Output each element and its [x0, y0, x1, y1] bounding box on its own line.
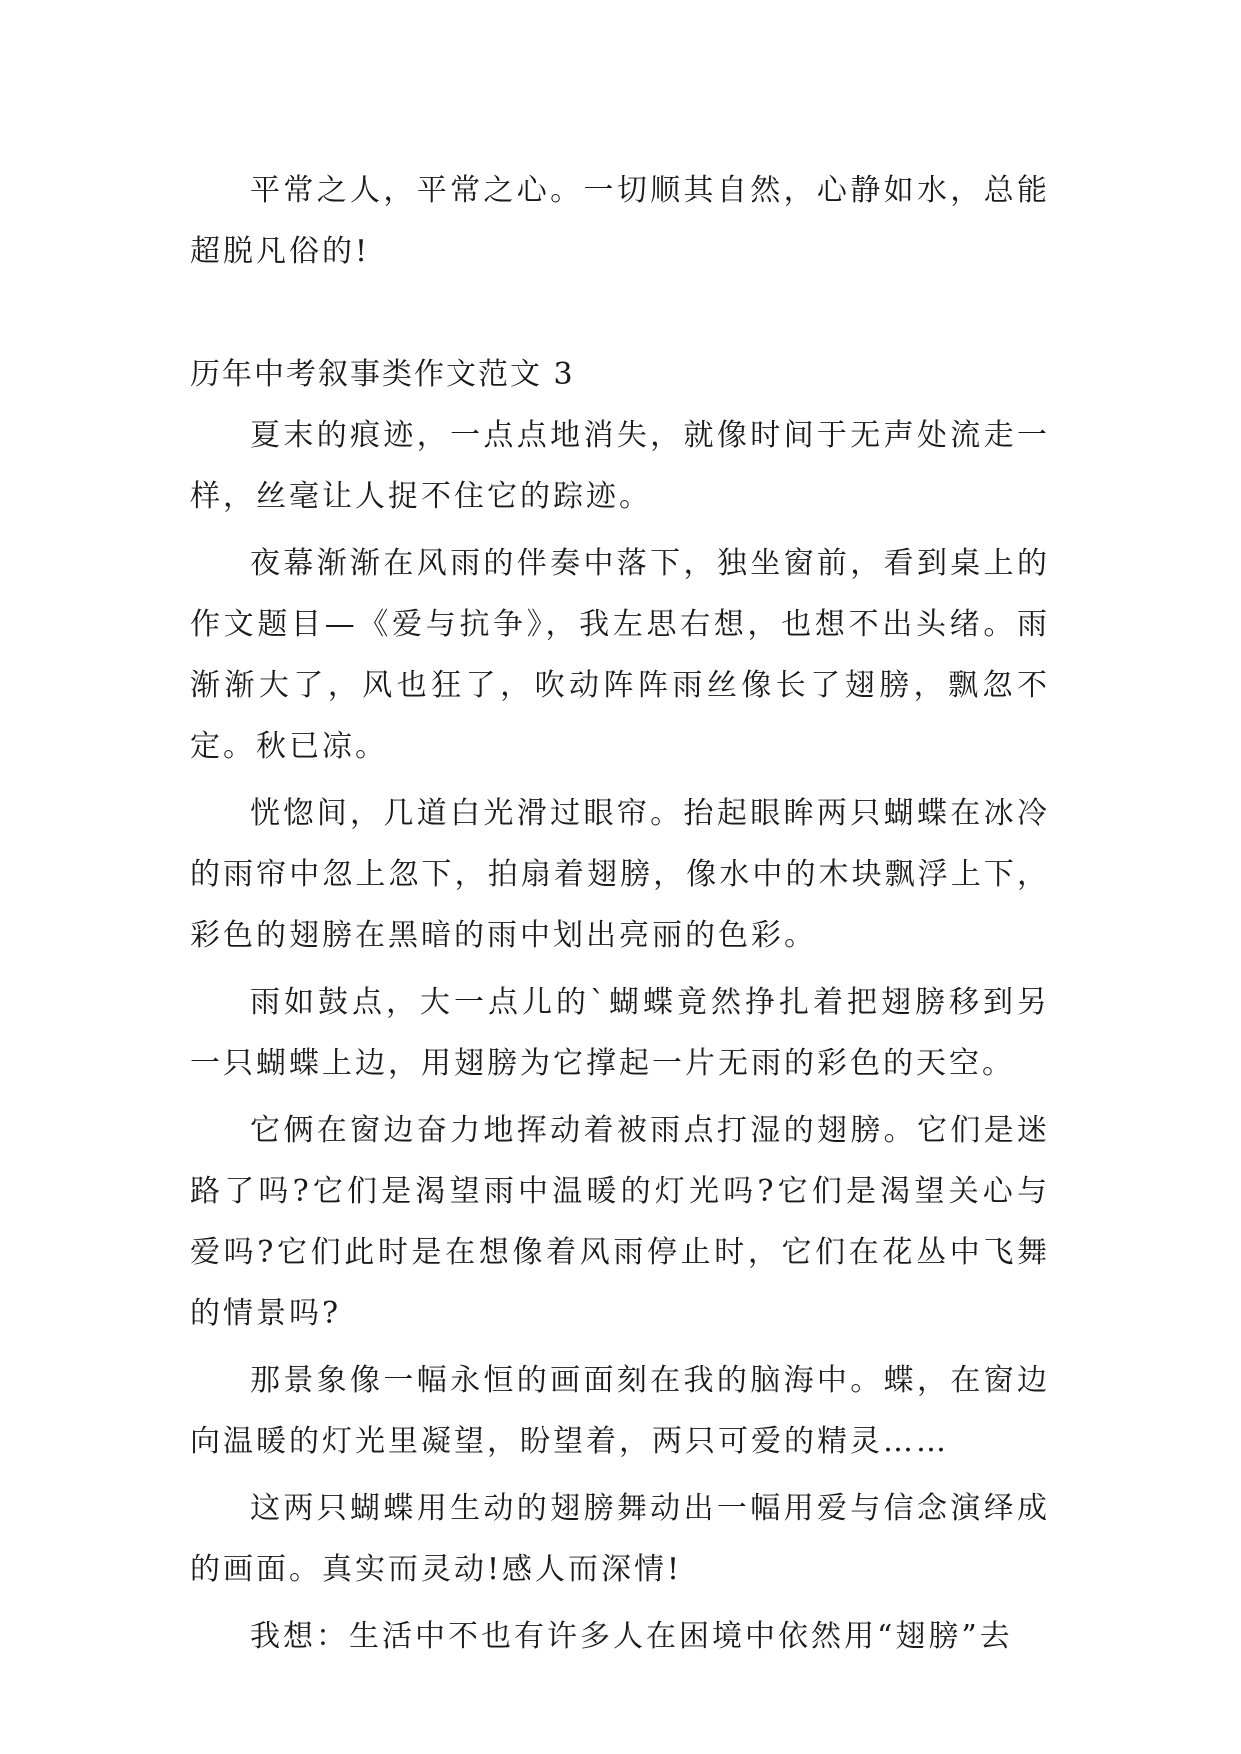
- essay-paragraph: 恍惚间，几道白光滑过眼帘。抬起眼眸两只蝴蝶在冰冷的雨帘中忽上忽下，拍扇着翅膀，像水中的木块飘浮上下，彩色的翅膀在黑暗的雨中划出亮丽的色彩。: [190, 796, 1050, 953]
- essay-paragraph: 它俩在窗边奋力地挥动着被雨点打湿的翅膀。它们是迷路了吗?它们是渴望雨中温暖的灯光吗?它们是渴望关心与爱吗?它们此时是在想像着风雨停止时，它们在花丛中飞舞的情景吗?: [190, 1113, 1050, 1331]
- section-title: 历年中考叙事类作文范文 3: [190, 357, 575, 392]
- essay-paragraph: 雨如鼓点，大一点儿的`蝴蝶竟然挣扎着把翅膀移到另一只蝴蝶上边，用翅膀为它撑起一片无雨的彩色的天空。: [190, 985, 1050, 1081]
- essay-paragraph: 这两只蝴蝶用生动的翅膀舞动出一幅用爱与信念演绎成的画面。真实而灵动!感人而深情!: [190, 1491, 1050, 1587]
- essay-paragraph: 我想：生活中不也有许多人在困境中依然用“翅膀”去: [250, 1619, 1013, 1654]
- essay-section: [190, 344, 1050, 1667]
- essay-paragraph: 夜幕渐渐在风雨的伴奏中落下，独坐窗前，看到桌上的作文题目—《爱与抗争》，我左思右想，也想不出头绪。雨渐渐大了，风也狂了，吹动阵阵雨丝像长了翅膀，飘忽不定。秋已凉。: [190, 546, 1050, 764]
- intro-paragraph: 平常之人，平常之心。一切顺其自然，心静如水，总能超脱凡俗的!: [190, 173, 1050, 269]
- document-body: [190, 160, 1050, 1667]
- essay-paragraph: 夏末的痕迹，一点点地消失，就像时间于无声处流走一样，丝毫让人捉不住它的踪迹。: [190, 418, 1050, 514]
- essay-paragraph: 那景象像一幅永恒的画面刻在我的脑海中。蝶，在窗边向温暖的灯光里凝望，盼望着，两只可爱的精灵……: [190, 1363, 1050, 1459]
